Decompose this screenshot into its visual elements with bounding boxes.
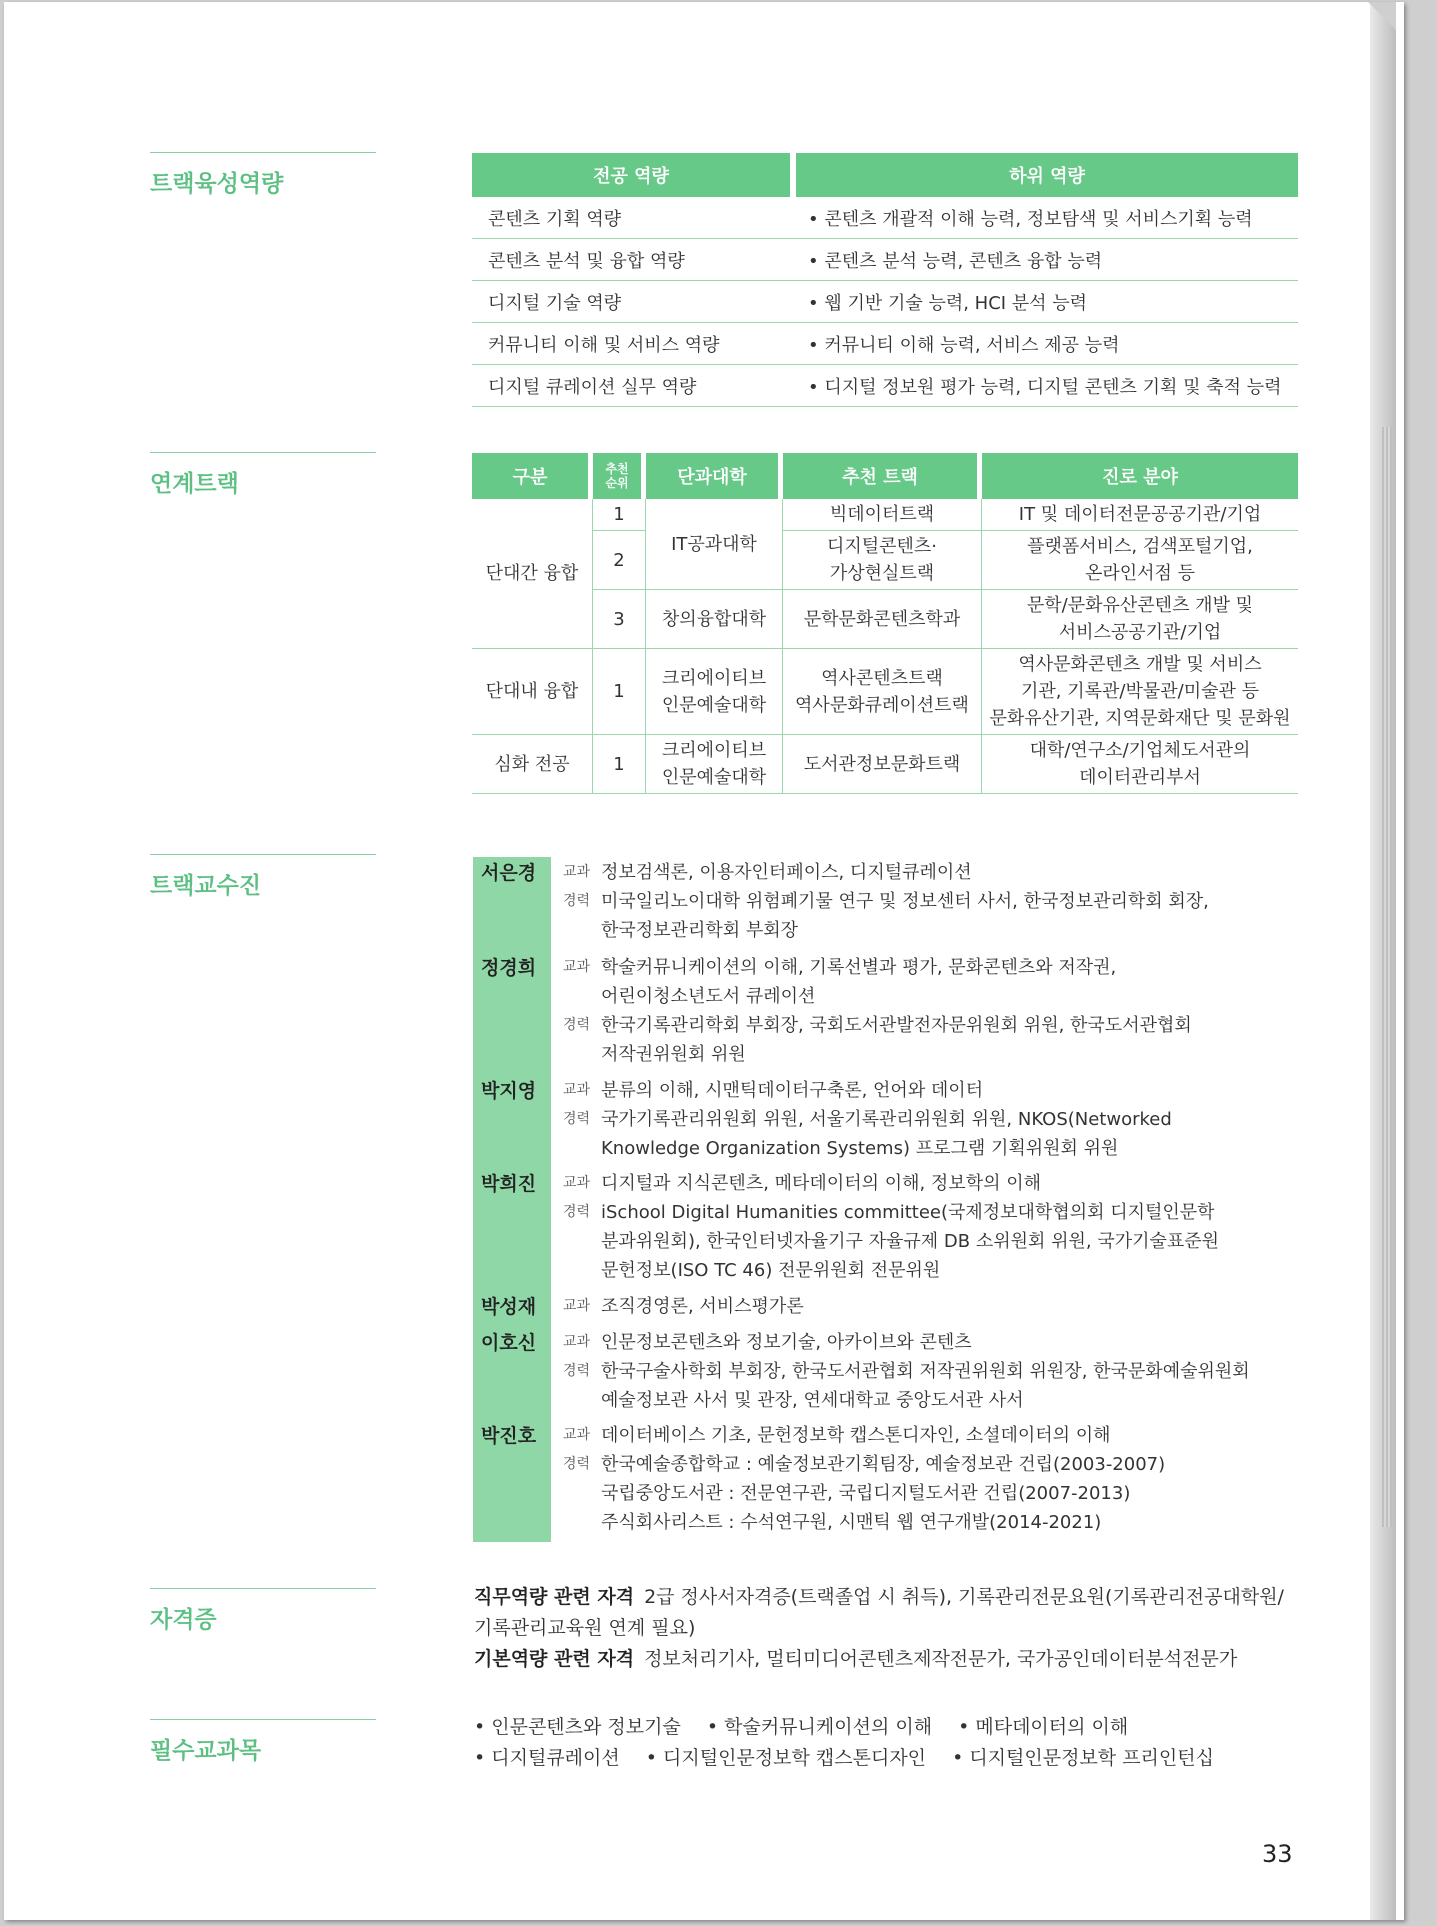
- table-row: [472, 590, 1298, 649]
- college-cell: [646, 649, 783, 735]
- faculty-career-row: [563, 1450, 1165, 1537]
- table-row: [472, 649, 1298, 735]
- competency-table: [472, 153, 1298, 407]
- course-tag: 교과: [563, 864, 591, 880]
- faculty-career-row: [563, 1198, 1219, 1285]
- table-cell: • 콘텐츠 분석 능력, 콘텐츠 융합 능력: [796, 239, 1298, 281]
- course-text: 조직경영론, 서비스평가론: [601, 1296, 804, 1317]
- col-header-college: 단과대학: [646, 453, 783, 499]
- career-tag: 경력: [563, 1017, 591, 1033]
- faculty-course-row: [563, 1328, 972, 1357]
- course-text: [601, 953, 1116, 1011]
- rank-header-top: 추천: [605, 462, 629, 476]
- career-line: 분과위원회), 한국인터넷자율기구 자율규제 DB 소위원회 위원, 국가기술표준원: [601, 1231, 1220, 1252]
- cert-basic-label: 기본역량 관련 자격: [474, 1648, 635, 1670]
- faculty-name: 박성재: [481, 1296, 537, 1318]
- rank-header-bottom: 순위: [605, 476, 629, 490]
- page-stack-stripe: [1380, 427, 1392, 1527]
- faculty-career-row: [563, 887, 1209, 945]
- table-row: [472, 365, 1298, 407]
- faculty-name: 박진호: [481, 1425, 537, 1447]
- page-corner: [1368, 2, 1396, 30]
- page-number: 33: [1262, 1840, 1293, 1868]
- track-cell: 도서관정보문화트랙: [783, 735, 982, 794]
- course-tag: 교과: [563, 1298, 591, 1314]
- faculty-name: 정경희: [481, 957, 537, 979]
- cert-basic-text: 정보처리기사, 멀티미디어콘텐츠제작전문가, 국가공인데이터분석전문가: [644, 1648, 1238, 1670]
- table-row: [472, 499, 1298, 531]
- course-tag: 교과: [563, 1082, 591, 1098]
- cert-job-row: [474, 1582, 1304, 1613]
- table-cell: 콘텐츠 기획 역량: [472, 197, 796, 239]
- track-line: 가상현실트랙: [829, 563, 935, 584]
- career-line: 역사문화콘텐츠 개발 및 서비스: [1018, 654, 1262, 675]
- required-courses: [474, 1712, 1304, 1774]
- college-line: 크리에이티브: [661, 667, 767, 689]
- table-row: [472, 323, 1298, 365]
- career-line: 대학/연구소/기업체도서관의: [1029, 740, 1251, 761]
- track-line: 디지털콘텐츠·: [826, 536, 938, 557]
- required-course-item: • 디지털큐레이션: [474, 1747, 620, 1769]
- cert-job-text-cont: 기록관리교육원 연계 필요): [474, 1617, 696, 1639]
- cert-job-label: 직무역량 관련 자격: [474, 1586, 635, 1608]
- course-tag: 교과: [563, 1175, 591, 1191]
- career-line: 문화유산기관, 지역문화재단 및 문화원: [989, 708, 1291, 729]
- faculty-career-row: [563, 1105, 1172, 1163]
- career-line: iSchool Digital Humanities committee(국제정보대학협의회 디지털인문학: [601, 1202, 1215, 1223]
- table-cell: • 콘텐츠 개괄적 이해 능력, 정보탐색 및 서비스기획 능력: [796, 197, 1298, 239]
- career-text: [601, 887, 1209, 945]
- career-line: 문학/문화유산콘텐츠 개발 및: [1026, 595, 1254, 616]
- college-line: 크리에이티브: [661, 740, 767, 761]
- career-line: 기관, 기록관/박물관/미술관 등: [1021, 681, 1259, 702]
- table-row: [472, 239, 1298, 281]
- table-cell: 디지털 기술 역량: [472, 281, 796, 323]
- document-page: [4, 2, 1404, 1920]
- faculty-course-row: [563, 1169, 1041, 1198]
- course-line: 어린이청소년도서 큐레이션: [601, 986, 816, 1007]
- rank-cell: 1: [593, 649, 646, 735]
- table-row: [472, 531, 1298, 590]
- career-text: [601, 1357, 1250, 1415]
- group-cell: 단대간 융합: [472, 499, 593, 649]
- col-header-category: 구분: [472, 453, 593, 499]
- course-text: 데이터베이스 기초, 문헌정보학 캡스톤디자인, 소셜데이터의 이해: [601, 1425, 1111, 1446]
- career-text: [601, 1105, 1172, 1163]
- track-cell: [783, 649, 982, 735]
- career-line: 온라인서점 등: [1084, 563, 1196, 584]
- table-row: [472, 197, 1298, 239]
- career-line: 예술정보관 사서 및 관장, 연세대학교 중앙도서관 사서: [601, 1390, 1024, 1411]
- track-cell: [783, 531, 982, 590]
- linked-track-table: [472, 453, 1298, 794]
- course-text: 정보검색론, 이용자인터페이스, 디지털큐레이션: [601, 862, 972, 883]
- college-cell: 창의융합대학: [646, 590, 783, 649]
- faculty-course-row: [563, 858, 972, 887]
- section-label-cert: 자격증: [150, 1588, 376, 1634]
- required-course-item: • 인문콘텐츠와 정보기술: [474, 1716, 681, 1738]
- career-tag: 경력: [563, 1456, 591, 1472]
- table-cell: • 디지털 정보원 평가 능력, 디지털 콘텐츠 기획 및 축적 능력: [796, 365, 1298, 407]
- section-label-competency: 트랙육성역량: [150, 152, 376, 198]
- career-tag: 경력: [563, 1204, 591, 1220]
- career-line: 문헌정보(ISO TC 46) 전문위원회 전문위원: [601, 1260, 941, 1281]
- section-label-required: 필수교과목: [150, 1719, 376, 1765]
- faculty-name: 박희진: [481, 1173, 537, 1195]
- course-text: 인문정보콘텐츠와 정보기술, 아카이브와 콘텐츠: [601, 1332, 972, 1353]
- career-tag: 경력: [563, 893, 591, 909]
- career-cell: [982, 531, 1298, 590]
- career-line: 한국예술종합학교 : 예술정보관기획팀장, 예술정보관 건립(2003-2007): [601, 1454, 1166, 1475]
- table-cell: 콘텐츠 분석 및 융합 역량: [472, 239, 796, 281]
- cert-block: [474, 1582, 1304, 1675]
- table-cell: • 웹 기반 기술 능력, HCI 분석 능력: [796, 281, 1298, 323]
- career-line: 플랫폼서비스, 검색포털기업,: [1027, 536, 1253, 557]
- career-cell: IT 및 데이터전문공공기관/기업: [982, 499, 1298, 531]
- col-header-sub: 하위 역량: [796, 153, 1298, 197]
- college-cell: IT공과대학: [646, 499, 783, 590]
- career-line: 저작권위원회 위원: [601, 1044, 746, 1065]
- section-label-linked: 연계트랙: [150, 452, 376, 498]
- college-line: 인문예술대학: [661, 694, 767, 716]
- career-tag: 경력: [563, 1363, 591, 1379]
- course-text: 디지털과 지식콘텐츠, 메타데이터의 이해, 정보학의 이해: [601, 1173, 1041, 1194]
- course-tag: 교과: [563, 959, 591, 975]
- faculty-name: 박지영: [481, 1080, 537, 1102]
- career-line: 미국일리노이대학 위험폐기물 연구 및 정보센터 사서, 한국정보관리학회 회장,: [601, 891, 1209, 912]
- faculty-course-row: [563, 953, 1116, 1011]
- col-header-major: 전공 역량: [472, 153, 796, 197]
- career-text: [601, 1450, 1165, 1537]
- career-line: 국가기록관리위원회 위원, 서울기록관리위원회 위원, NKOS(Networked: [601, 1109, 1172, 1130]
- required-course-item: • 학술커뮤니케이션의 이해: [706, 1716, 933, 1738]
- course-tag: 교과: [563, 1427, 591, 1443]
- cert-job-text: 2급 정사서자격증(트랙졸업 시 취득), 기록관리전문요원(기록관리전공대학원/: [644, 1586, 1284, 1608]
- track-line: 역사문화큐레이션트랙: [795, 694, 969, 716]
- track-line: 역사콘텐츠트랙: [821, 667, 943, 689]
- table-cell: 커뮤니티 이해 및 서비스 역량: [472, 323, 796, 365]
- faculty-career-row: [563, 1011, 1192, 1069]
- group-cell: 단대내 융합: [472, 649, 593, 735]
- faculty-name: 이호신: [481, 1332, 537, 1354]
- college-cell: [646, 735, 783, 794]
- career-line: Knowledge Organization Systems) 프로그램 기획위원회 위원: [601, 1138, 1119, 1159]
- career-line: 한국기록관리학회 부회장, 국회도서관발전자문위원회 위원, 한국도서관협회: [601, 1015, 1192, 1036]
- career-line: 서비스공공기관/기업: [1058, 622, 1222, 643]
- college-line: 인문예술대학: [661, 767, 767, 788]
- group-cell: 심화 전공: [472, 735, 593, 794]
- cert-basic-row: [474, 1644, 1304, 1675]
- required-course-item: • 디지털인문정보학 프리인턴십: [952, 1747, 1214, 1769]
- career-line: 국립중앙도서관 : 전문연구관, 국립디지털도서관 건립(2007-2013): [601, 1483, 1131, 1504]
- section-label-faculty: 트랙교수진: [150, 854, 376, 900]
- rank-cell: 2: [593, 531, 646, 590]
- rank-cell: 1: [593, 735, 646, 794]
- table-row: [472, 735, 1298, 794]
- col-header-career: 진로 분야: [982, 453, 1298, 499]
- col-header-rank: [593, 453, 646, 499]
- faculty-name: 서은경: [481, 862, 537, 884]
- career-cell: [982, 735, 1298, 794]
- faculty-course-row: [563, 1292, 804, 1321]
- career-line: 주식회사리스트 : 수석연구원, 시맨틱 웹 연구개발(2014-2021): [601, 1512, 1102, 1533]
- table-cell: • 커뮤니티 이해 능력, 서비스 제공 능력: [796, 323, 1298, 365]
- required-course-item: • 메타데이터의 이해: [958, 1716, 1129, 1738]
- career-cell: [982, 590, 1298, 649]
- required-course-item: • 디지털인문정보학 캡스톤디자인: [645, 1747, 927, 1769]
- col-header-track: 추천 트랙: [783, 453, 982, 499]
- career-line: 데이터관리부서: [1079, 767, 1201, 788]
- table-row: [472, 281, 1298, 323]
- faculty-course-row: [563, 1076, 983, 1105]
- course-line: 학술커뮤니케이션의 이해, 기록선별과 평가, 문화콘텐츠와 저작권,: [601, 957, 1117, 978]
- career-cell: [982, 649, 1298, 735]
- career-line: 한국구술사학회 부회장, 한국도서관협회 저작권위원회 위원장, 한국문화예술위원회: [601, 1361, 1250, 1382]
- faculty-career-row: [563, 1357, 1250, 1415]
- track-cell: 문학문화콘텐츠학과: [783, 590, 982, 649]
- career-line: 한국정보관리학회 부회장: [601, 920, 798, 941]
- required-line: [474, 1743, 1304, 1774]
- table-cell: 디지털 큐레이션 실무 역량: [472, 365, 796, 407]
- course-text: 분류의 이해, 시맨틱데이터구축론, 언어와 데이터: [601, 1080, 984, 1101]
- career-text: [601, 1198, 1219, 1285]
- track-cell: 빅데이터트랙: [783, 499, 982, 531]
- rank-cell: 3: [593, 590, 646, 649]
- rank-cell: 1: [593, 499, 646, 531]
- required-line: [474, 1712, 1304, 1743]
- career-text: [601, 1011, 1192, 1069]
- faculty-course-row: [563, 1421, 1111, 1450]
- career-tag: 경력: [563, 1111, 591, 1127]
- course-tag: 교과: [563, 1334, 591, 1350]
